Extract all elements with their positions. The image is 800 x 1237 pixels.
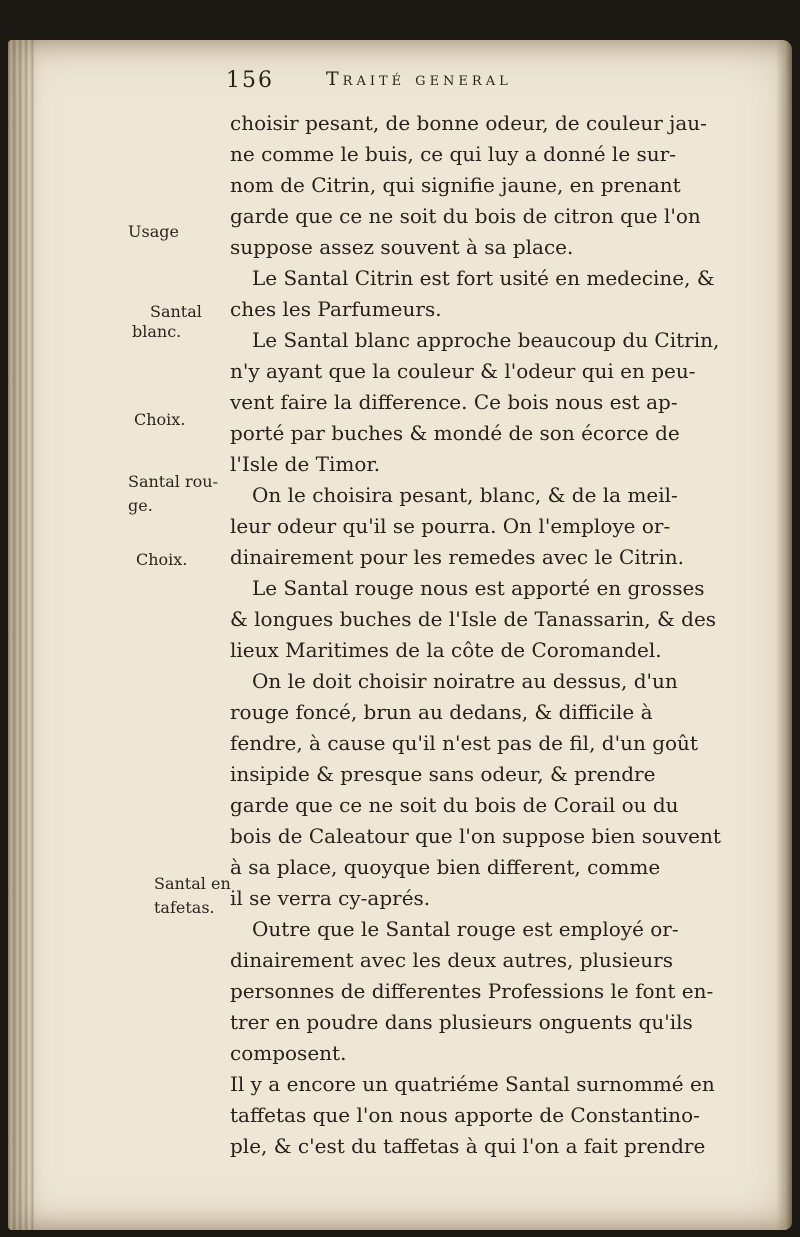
margin-note: blanc. (132, 322, 182, 341)
text-line: Le Santal Citrin est fort usité en medecine, & (252, 266, 715, 290)
text-line: rouge foncé, brun au dedans, & difficile à (230, 700, 653, 724)
text-line: choisir pesant, de bonne odeur, de couleur jau- (230, 111, 707, 135)
page-header (226, 64, 706, 98)
text-line: l'Isle de Timor. (230, 452, 381, 476)
text-line: leur odeur qu'il se pourra. On l'employe or- (230, 514, 671, 538)
text-line: On le choisira pesant, blanc, & de la meil- (252, 483, 678, 507)
text-line: vent faire la difference. Ce bois nous est ap- (230, 390, 678, 414)
text-line: porté par buches & mondé de son écorce de (230, 421, 680, 445)
running-title: Traité general (326, 68, 512, 90)
text-line: à sa place, quoyque bien different, comme (230, 855, 661, 879)
margin-note: ge. (128, 496, 153, 515)
text-line: insipide & presque sans odeur, & prendre (230, 762, 656, 786)
margin-note: Choix. (136, 550, 188, 569)
text-line: ne comme le buis, ce qui luy a donné le sur- (230, 142, 676, 166)
text-line: Le Santal rouge nous est apporté en grosses (252, 576, 705, 600)
page-binding-shadow (8, 40, 34, 1230)
text-line: garde que ce ne soit du bois de Corail ou du (230, 793, 679, 817)
text-line: ple, & c'est du taffetas à qui l'on a fait prendre (230, 1134, 706, 1158)
text-line: bois de Caleatour que l'on suppose bien souvent (230, 824, 721, 848)
text-line: trer en poudre dans plusieurs onguents qu'ils (230, 1010, 693, 1034)
margin-note: Santal (150, 302, 202, 321)
page-number: 156 (226, 68, 274, 93)
book-page (8, 40, 792, 1230)
text-line: Il y a encore un quatriéme Santal surnommé en (230, 1072, 715, 1096)
text-line: On le doit choisir noiratre au dessus, d'un (252, 669, 678, 693)
text-line: garde que ce ne soit du bois de citron que l'on (230, 204, 701, 228)
text-line: Outre que le Santal rouge est employé or- (252, 917, 679, 941)
text-line: composent. (230, 1041, 347, 1065)
margin-note: Santal rou- (128, 472, 218, 491)
text-line: ches les Parfumeurs. (230, 297, 442, 321)
margin-note: Santal en (154, 874, 231, 893)
text-line: taffetas que l'on nous apporte de Constantino- (230, 1103, 700, 1127)
margin-note: Choix. (134, 410, 186, 429)
text-line: dinairement pour les remedes avec le Citrin. (230, 545, 684, 569)
page-edge (776, 40, 792, 1230)
text-line: n'y ayant que la couleur & l'odeur qui en peu- (230, 359, 696, 383)
text-line: fendre, à cause qu'il n'est pas de fil, d'un goût (230, 731, 698, 755)
text-line: il se verra cy-aprés. (230, 886, 431, 910)
text-line: suppose assez souvent à sa place. (230, 235, 574, 259)
text-line: lieux Maritimes de la côte de Coromandel. (230, 638, 662, 662)
text-line: Le Santal blanc approche beaucoup du Citrin, (252, 328, 720, 352)
text-line: personnes de differentes Professions le font en- (230, 979, 714, 1003)
text-line: & longues buches de l'Isle de Tanassarin, & des (230, 607, 717, 631)
margin-note: Usage (128, 222, 179, 241)
text-line: dinairement avec les deux autres, plusieurs (230, 948, 673, 972)
margin-note: tafetas. (154, 898, 215, 917)
text-line: nom de Citrin, qui signifie jaune, en prenant (230, 173, 681, 197)
